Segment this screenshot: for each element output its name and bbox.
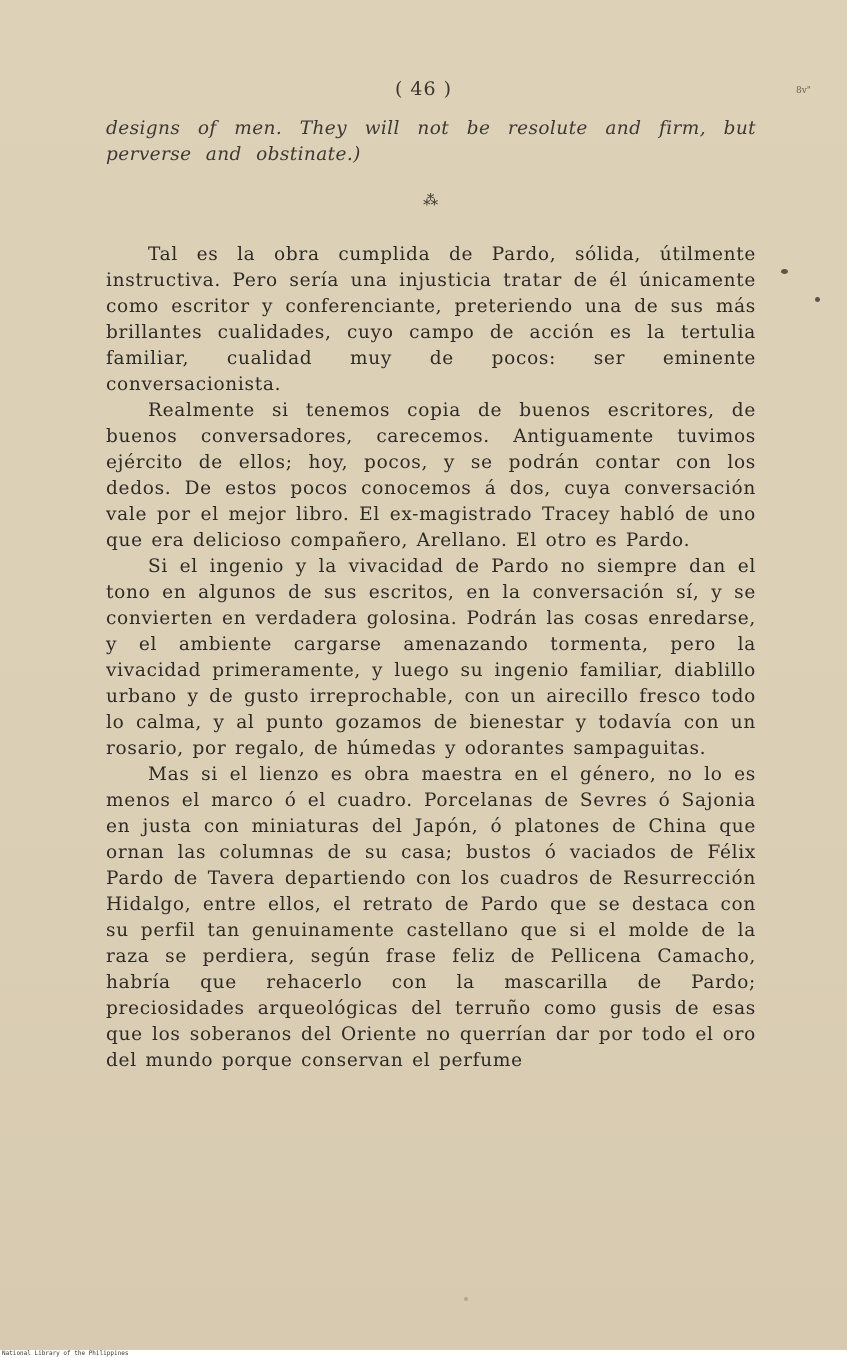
paragraph: Tal es la obra cumplida de Pardo, sólida, útilmente instructiva. Pero sería una injusticia tratar de él únicamente como escritor y conferenciante, preteriendo una de sus más brillantes cualidades, cuyo campo de acción es la tertulia familiar, cualidad muy de pocos: ser eminente conversacionista.	[106, 244, 756, 395]
corner-mark: 8v"	[796, 86, 811, 96]
paragraph: Mas si el lienzo es obra maestra en el género, no lo es menos el marco ó el cuadro. Porcelanas de Sevres ó Sajonia en justa con miniaturas del Japón, ó platones de China que ornan las columnas de su casa; bustos ó vaciados de Félix Pardo de Tavera departiendo con los cuadros de Resurrección Hidalgo, entre ellos, el retrato de Pardo que se destaca con su perfil tan genuinamente castellano que si el molde de la raza se perdiera, según frase feliz de Pellicena Camacho, habría que rehacerlo con la mascarilla de Pardo; preciosidades arqueológicas del terruño como gusis de esas que los soberanos del Oriente no querrían dar por todo el oro del mundo porque conservan el perfume	[106, 764, 756, 1071]
paragraph: Si el ingenio y la vivacidad de Pardo no siempre dan el tono en algunos de sus escritos, en la conversación sí, y se convierten en verdadera golosina. Podrán las cosas enredarse, y el ambiente cargarse amenazando tormenta, pero la vivacidad primeramente, y luego su ingenio familiar, diablillo urbano y de gusto irreprochable, con un airecillo fresco todo lo calma, y al punto gozamos de bienestar y todavía con un rosario, por regalo, de húmedas y odorantes sampaguitas.	[106, 556, 756, 759]
page-number: ( 46 )	[394, 78, 453, 100]
asterism-ornament: ⁂	[423, 191, 439, 209]
footer-strip	[0, 1350, 847, 1358]
margin-mark-upper	[781, 269, 788, 274]
english-quote: designs of men. They will not be resolute and firm, but perverse and obstinate.)	[106, 118, 756, 165]
margin-mark-lower	[815, 297, 820, 302]
footer-credit: National Library of the Philippines	[2, 1350, 129, 1357]
pinhole-mark	[464, 1297, 468, 1301]
body-text	[106, 116, 756, 1074]
paragraph: Realmente si tenemos copia de buenos escritores, de buenos conversadores, carecemos. Antiguamente tuvimos ejército de ellos; hoy, pocos, y se podrán contar con los dedos. De estos pocos conocemos á dos, cuya conversación vale por el mejor libro. El ex-magistrado Tracey habló de uno que era delicioso compañero, Arellano. El otro es Pardo.	[106, 400, 756, 551]
